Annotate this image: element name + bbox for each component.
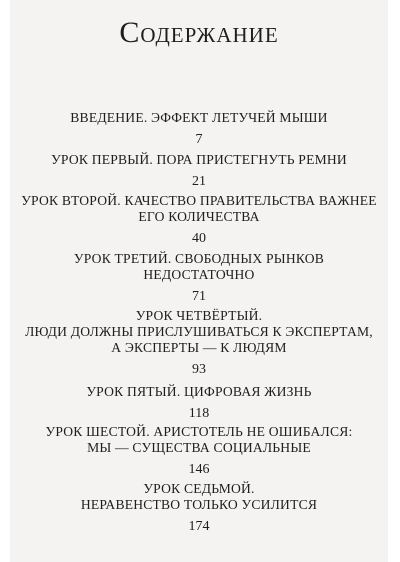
toc-entry-lesson-5 (10, 384, 388, 422)
entry-title-line: УРОК СЕДЬМОЙ. (143, 481, 255, 496)
toc-entry-lesson-3 (10, 251, 388, 305)
entry-page-number: 21 (192, 174, 206, 189)
toc-entry-lesson-6 (10, 424, 388, 478)
entry-page-number: 93 (192, 362, 206, 377)
entry-title-line: УРОК ВТОРОЙ. КАЧЕСТВО ПРАВИТЕЛЬСТВА ВАЖНЕЕ (21, 193, 377, 208)
entry-page-number: 146 (188, 462, 210, 477)
toc-entry-lesson-4 (10, 308, 388, 378)
entry-title-line: ВВЕДЕНИЕ. ЭФФЕКТ ЛЕТУЧЕЙ МЫШИ (70, 110, 328, 125)
entry-page-number: 40 (192, 231, 206, 246)
entry-title-line: НЕРАВЕНСТВО ТОЛЬКО УСИЛИТСЯ (80, 497, 318, 512)
entry-title-line: УРОК ЧЕТВЁРТЫЙ. (135, 308, 263, 323)
entry-page-number: 7 (195, 132, 203, 147)
entry-title-line: УРОК ПЕРВЫЙ. ПОРА ПРИСТЕГНУТЬ РЕМНИ (51, 152, 347, 167)
entry-title-line: А ЭКСПЕРТЫ — К ЛЮДЯМ (111, 340, 287, 355)
entry-page-number: 118 (188, 406, 210, 421)
entry-title-line: ЛЮДИ ДОЛЖНЫ ПРИСЛУШИВАТЬСЯ К ЭКСПЕРТАМ, (25, 324, 373, 339)
toc-entry-introduction (10, 110, 388, 148)
toc-entry-lesson-7 (10, 481, 388, 535)
toc-entry-lesson-1 (10, 152, 388, 190)
page-title: Содержание (119, 16, 279, 49)
entry-page-number: 71 (192, 289, 206, 304)
entry-title-line: ЕГО КОЛИЧЕСТВА (138, 209, 260, 224)
toc-entry-lesson-2 (10, 193, 388, 247)
entry-title-line: МЫ — СУЩЕСТВА СОЦИАЛЬНЫЕ (87, 440, 311, 455)
entry-title-line: НЕДОСТАТОЧНО (143, 267, 255, 282)
entry-title-line: УРОК ТРЕТИЙ. СВОБОДНЫХ РЫНКОВ (73, 251, 325, 266)
entry-title-line: УРОК ШЕСТОЙ. АРИСТОТЕЛЬ НЕ ОШИБАЛСЯ: (45, 424, 353, 439)
entry-page-number: 174 (188, 519, 210, 534)
entry-title-line: УРОК ПЯТЫЙ. ЦИФРОВАЯ ЖИЗНЬ (86, 384, 312, 399)
